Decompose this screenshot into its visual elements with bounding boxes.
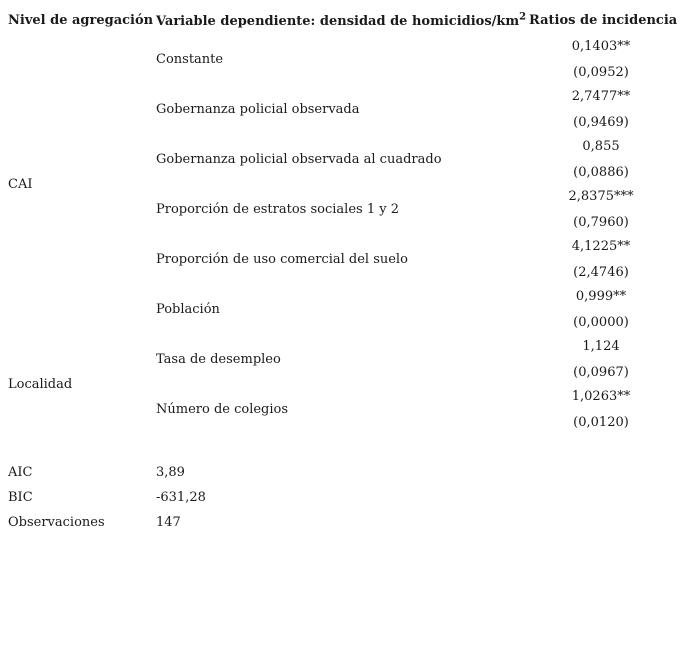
level-localidad: Localidad	[8, 377, 73, 392]
row-variable: Gobernanza policial observada al cuadrado	[156, 152, 442, 167]
row-coefficient: 2,8375***	[568, 189, 634, 204]
header-variable	[156, 11, 527, 30]
row-standard-error: (0,0886)	[573, 165, 629, 180]
row-variable: Número de colegios	[156, 402, 289, 417]
row-standard-error: (2,4746)	[573, 265, 629, 280]
row-standard-error: (0,9469)	[573, 115, 629, 130]
row-coefficient: 1,124	[582, 339, 620, 354]
row-variable: Proporción de estratos sociales 1 y 2	[156, 202, 399, 217]
header-ratios: Ratios de incidencia	[529, 13, 678, 28]
row-coefficient: 0,999**	[575, 289, 627, 304]
row-coefficient: 0,1403**	[571, 39, 631, 54]
row-standard-error: (0,0120)	[573, 415, 629, 430]
row-coefficient: 1,0263**	[571, 389, 631, 404]
row-variable: Tasa de desempleo	[156, 352, 281, 367]
header-variable-text: Variable dependiente: densidad de homicidios/km	[156, 14, 520, 29]
row-standard-error: (0,0000)	[573, 315, 629, 330]
row-coefficient: 2,7477**	[571, 89, 631, 104]
row-variable: Proporción de uso comercial del suelo	[156, 252, 408, 267]
row-variable: Gobernanza policial observada	[156, 102, 360, 117]
stat-value: 147	[156, 515, 181, 530]
row-variable: Población	[156, 302, 220, 317]
row-standard-error: (0,0952)	[573, 65, 629, 80]
row-coefficient: 4,1225**	[571, 239, 631, 254]
row-variable: Constante	[156, 52, 224, 67]
stat-label: BIC	[8, 490, 33, 505]
stat-value: 3,89	[156, 465, 185, 480]
level-cai: CAI	[8, 177, 33, 192]
stat-value: -631,28	[156, 490, 206, 505]
row-standard-error: (0,0967)	[573, 365, 629, 380]
stat-label: Observaciones	[8, 515, 105, 530]
row-standard-error: (0,7960)	[573, 215, 629, 230]
header-variable-superscript: 2	[519, 11, 527, 23]
header-nivel: Nivel de agregación	[8, 13, 154, 28]
row-coefficient: 0,855	[582, 139, 620, 154]
stat-label: AIC	[8, 465, 33, 480]
